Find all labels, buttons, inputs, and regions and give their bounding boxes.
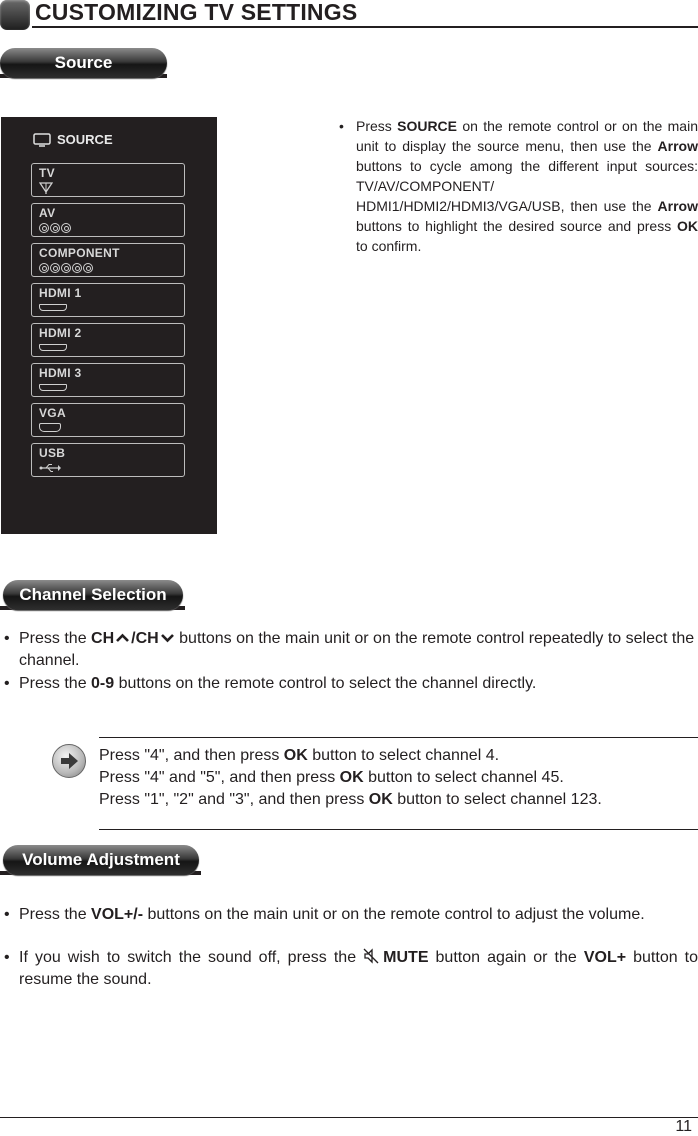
source-item-label: COMPONENT <box>39 246 120 260</box>
source-item-component[interactable] <box>31 243 185 277</box>
text-run: buttons on the remote control to select the channel directly. <box>114 675 537 692</box>
text-run: buttons to cycle among the different input sources: TV/AV/COMPONENT/ HDMI1/HDMI2/HDMI3/VGA/USB, then use the <box>356 158 698 214</box>
section-title-volume: Volume Adjustment <box>3 845 199 875</box>
text-run: button to select channel 45. <box>363 769 564 786</box>
source-item-label: TV <box>39 166 55 180</box>
text-run: buttons to highlight the desired source and press <box>356 218 677 234</box>
source-item-av[interactable] <box>31 203 185 237</box>
note-line-1 <box>99 745 698 767</box>
note-line-2 <box>99 767 698 789</box>
source-item-label: HDMI 1 <box>39 286 82 300</box>
text-bold: Arrow <box>657 198 698 214</box>
text-bold: SOURCE <box>397 118 458 134</box>
chevron-down-icon <box>160 633 175 643</box>
bullet: • <box>4 630 10 647</box>
volume-bullet-2 <box>4 947 698 991</box>
text-run: button to select channel 4. <box>307 747 500 764</box>
text-bold: OK <box>677 218 698 234</box>
channel-bullet-2 <box>4 673 698 695</box>
text-run: Press "1", "2" and "3", and then press <box>99 791 369 808</box>
text-bold: VOL+ <box>583 949 627 966</box>
source-item-hdmi1[interactable] <box>31 283 185 317</box>
note-examples <box>99 745 698 811</box>
text-run: Press "4", and then press <box>99 747 284 764</box>
antenna-icon <box>39 181 53 194</box>
mute-speaker-icon <box>363 948 379 964</box>
source-menu-title: SOURCE <box>57 132 113 147</box>
text-run: buttons on the main unit or on the remote control to adjust the volume. <box>143 906 645 923</box>
bullet: • <box>4 949 10 966</box>
chevron-up-icon <box>115 633 130 643</box>
text-bold: OK <box>339 769 364 786</box>
header-badge <box>0 0 30 30</box>
note-top-rule <box>99 737 698 738</box>
text-bold: Arrow <box>657 138 698 154</box>
source-instruction-text <box>356 116 698 256</box>
source-item-label: VGA <box>39 406 66 420</box>
source-item-label: HDMI 2 <box>39 326 82 340</box>
source-menu-header <box>33 132 113 147</box>
text-run: button again or the <box>428 949 584 966</box>
component-connectors-icon <box>39 261 93 274</box>
bullet: • <box>4 675 10 692</box>
bullet: • <box>4 906 10 923</box>
text-bold: OK <box>283 747 308 764</box>
text-run: Press the <box>19 675 92 692</box>
source-item-usb[interactable] <box>31 443 185 477</box>
hdmi-port-icon <box>39 381 67 394</box>
source-item-hdmi3[interactable] <box>31 363 185 397</box>
rca-connectors-icon <box>39 221 71 234</box>
note-bottom-rule <box>99 829 698 830</box>
note-line-3 <box>99 789 698 811</box>
page-title: CUSTOMIZING TV SETTINGS <box>35 0 358 25</box>
tv-monitor-icon <box>33 133 51 147</box>
page-number: 11 <box>675 1118 692 1135</box>
source-item-label: HDMI 3 <box>39 366 82 380</box>
text-bold: OK <box>368 791 393 808</box>
source-item-label: AV <box>39 206 56 220</box>
text-run: to confirm. <box>356 238 422 254</box>
arrow-right-note-icon <box>52 744 86 778</box>
source-item-hdmi2[interactable] <box>31 323 185 357</box>
header-rule <box>32 26 698 28</box>
text-run: Press "4" and "5", and then press <box>99 769 340 786</box>
text-run: button to resume the sound. <box>19 949 698 988</box>
section-title-channel: Channel Selection <box>3 580 183 610</box>
text-bold: MUTE <box>383 949 429 966</box>
vga-port-icon <box>39 421 61 434</box>
text-run: buttons on the main unit or on the remote control repeatedly to select the channel. <box>19 630 695 669</box>
text-bold: 0-9 <box>91 675 115 692</box>
channel-bullet-1 <box>4 628 698 672</box>
text-run: button to select channel 123. <box>392 791 602 808</box>
text-run: Press <box>356 118 398 134</box>
text-run: If you wish to switch the sound off, press the <box>19 949 364 966</box>
text-bold: CH <box>91 630 115 647</box>
source-item-vga[interactable] <box>31 403 185 437</box>
text-bold: /CH <box>131 630 159 647</box>
source-instructions <box>339 116 698 256</box>
text-run: Press the <box>19 906 92 923</box>
hdmi-port-icon <box>39 341 67 354</box>
text-run: Press the <box>19 630 92 647</box>
source-item-label: USB <box>39 446 66 460</box>
bullet: • <box>339 118 344 134</box>
section-title-source: Source <box>0 48 167 78</box>
source-item-tv[interactable] <box>31 163 185 197</box>
hdmi-port-icon <box>39 301 67 314</box>
usb-icon <box>39 461 61 474</box>
text-run: on the remote control or on the main unit to display the source menu, then use the <box>356 118 698 154</box>
volume-bullet-1 <box>4 904 698 926</box>
text-bold: VOL+/- <box>91 906 144 923</box>
footer-rule <box>0 1117 698 1118</box>
